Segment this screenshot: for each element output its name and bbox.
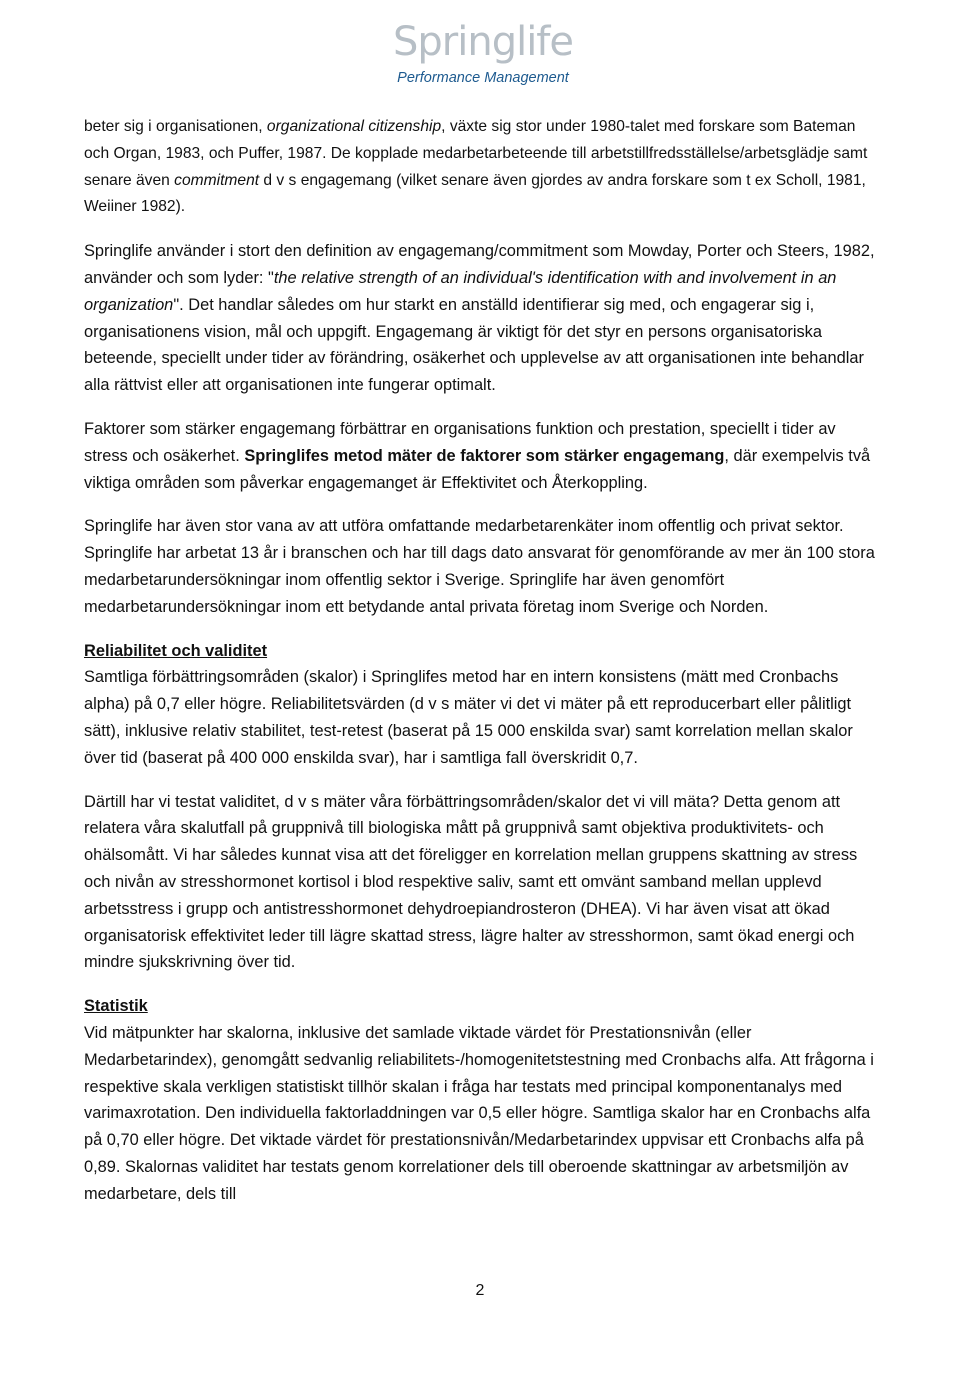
text-span: beter sig i organisationen, (84, 118, 267, 135)
document-body (84, 114, 876, 1224)
text-span: d v s engagemang (vilket senare även gjordes av andra forskare som t ex Scholl, 1981, Weiiner 1982). (84, 171, 866, 216)
text-span: Springlife använder i stort den definition av engagemang/commitment som Mowday, Porter och Steers, 1982, använder och som lyder: " (84, 242, 875, 287)
paragraph-1 (84, 114, 876, 221)
springlife-logo (378, 14, 588, 96)
section-heading-reliability: Reliabilitet och validitet (84, 641, 268, 660)
text-span: ". Det handlar således om hur starkt en anställd identifierar sig med, och engagerar sig i, organisationens vision, mål och uppgift. Engagemang är viktigt för det styr en persons organisatoriska beteende, speciellt under tider av förändring, osäkerhet och upplevelse av att organisationen inte behandlar alla rättvist eller att organisationen inte fungerar optimalt. (84, 295, 864, 395)
italic-quote: the relative strength of an individual's identification with and involvement in an organization (84, 268, 837, 314)
paragraph-3 (84, 416, 876, 496)
text-span: Faktorer som stärker engagemang förbättrar en organisations funktion och prestation, speciellt i tider av stress och osäkerhet. (84, 419, 836, 465)
paragraph-4: Springlife har även stor vana av att utföra omfattande medarbetarenkäter inom offentlig och privat sektor. Springlife har arbetat 13 år i branschen och har till dags dato ansvarat för genomförande av mer än 100 stora medarbetarundersökningar inom offentlig sektor i Sverige. Springlife har även genomfört medarbetarundersökningar inom ett betydande antal privata företag inom Sverige och Norden. (84, 517, 875, 616)
text-span: , växte sig stor under 1980-talet med forskare som Bateman och Organ, 1983, och Puffer, 1987. De kopplade medarbetarbeteende till arbetstillfredsställelse/arbetsglädje samt senare även (84, 118, 868, 189)
logo-wordmark: Springlife (393, 19, 573, 65)
section-text: Samtliga förbättringsområden (skalor) i Springlifes metod har en intern konsistens (mätt med Cronbachs alpha) på 0,7 eller högre. Reliabilitetsvärden (d v s mäter vi det vi mäter på ett reproducerbart eller pålitligt sätt), inklusive relativ stabilitet, test-retest (baserat på 15 000 enskilda svar) samt korrelation mellan skalor över tid (baserat på 400 000 enskilda svar), har i samtliga fall överskridit 0,7. (84, 668, 853, 767)
paragraph-2 (84, 238, 876, 399)
italic-term: organizational citizenship (266, 118, 442, 135)
logo-tagline: Performance Management (397, 70, 569, 86)
paragraph-6: Därtill har vi testat validitet, d v s mäter våra förbättringsområden/skalor det vi vill mäta? Detta genom att relatera våra skalutfall på gruppnivå till biologiska mått på gruppnivå samt objektiva produktivitets- och ohälsomått. Vi har således kunnat visa att det föreligger en korrelation mellan gruppens skattning av stress och nivån av stresshormonet kortisol i blod respektive saliv, samt ett omvänt samband mellan upplevd arbetsstress i grupp och antistresshormonet dehydroepiandrosteron (DHEA). Vi har även visat att ökad organisatorisk effektivitet leder till lägre skattad stress, lägre halter av stresshormon, samt ökad energi och mindre sjukskrivning över tid. (84, 792, 858, 972)
section-statistics (84, 993, 876, 1207)
section-reliability (84, 638, 876, 772)
bold-statement: Springlifes metod mäter de faktorer som stärker engagemang (244, 446, 725, 465)
page-number: 2 (475, 1282, 485, 1299)
text-span: , där exempelvis två viktiga områden som påverkar engagemanget är Effektivitet och Återkoppling. (84, 446, 871, 492)
section-text: Vid mätpunkter har skalorna, inklusive det samlade viktade värdet för Prestationsnivån (eller Medarbetarindex), genomgått sedvanlig reliabilitets-/homogenitetstestning med Cronbachs alfa. Att frågorna i respektive skala verkligen statistiskt tillhör skalan i fråga har testats med principal komponentanalys med varimaxrotation. Den individuella faktorladdningen var 0,5 eller högre. Samtliga skalor har en Cronbachs alfa på 0,70 eller högre. Det viktade värdet för prestationsnivån/Medarbetarindex uppvisar ett Cronbachs alfa på 0,89. Skalornas validitet har testats genom korrelationer dels till oberoende skattningar av arbetsmiljön av medarbetare, dels till (84, 1023, 874, 1203)
italic-term: commitment (174, 171, 260, 189)
section-heading-statistics: Statistik (84, 997, 148, 1016)
